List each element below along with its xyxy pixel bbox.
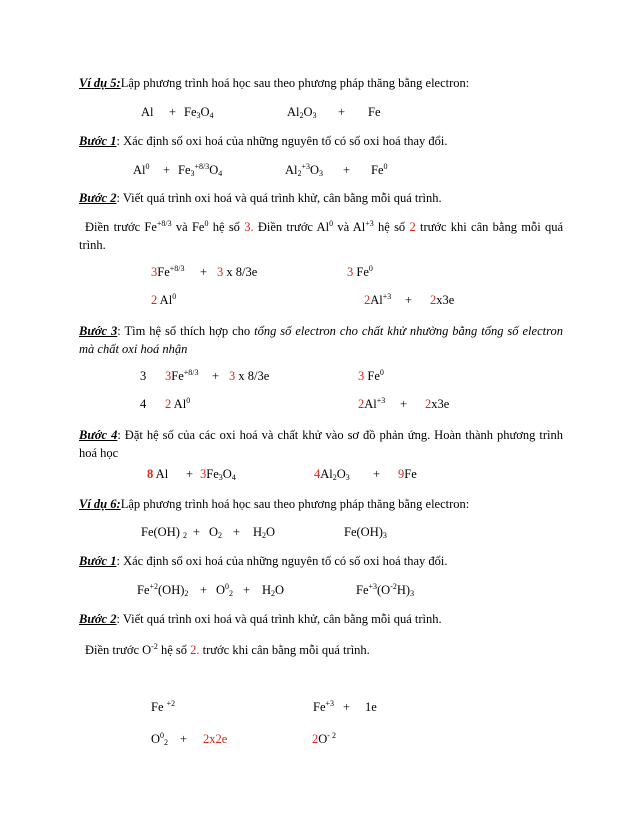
plus-sign: + (200, 583, 208, 597)
step-text: : Xác định số oxi hoá của những nguyên tố có số oxi hoá thay đổi. (116, 134, 448, 148)
example-label: Ví dụ 6: (79, 497, 121, 511)
example-label: Ví dụ 5: (79, 76, 121, 90)
feoh2-ox: $Fe^{+2}(OH)_2$ (137, 582, 189, 598)
example-text: Lập phương trình hoá học sau theo phương pháp thăng bằng electron: (120, 497, 470, 511)
step-label: Bước 1 (79, 554, 117, 568)
step-1-heading (79, 553, 448, 569)
reactant-o2: $O_2$ (209, 525, 223, 540)
example-5-heading (79, 75, 469, 91)
fe3o4-term: $3Fe_3O_4$ (200, 467, 236, 482)
step-4-paragraph: Bước 4: Đặt hệ số của các oxi hoá và chất khử vào sơ đồ phản ứng. Hoàn thành phương trình hoá học (79, 428, 563, 460)
example-text: Lập phương trình hoá học sau theo phương pháp thăng bằng electron: (120, 76, 470, 90)
electron-term: 3 x 8/3e (229, 369, 270, 383)
reactant-h2o: $H_2O$ (253, 525, 276, 540)
product-term: $2Al^{+3}$ (358, 396, 386, 411)
plus-sign: + (163, 163, 171, 177)
step-label: Bước 4 (79, 428, 118, 442)
fe-term: 9Fe (398, 467, 417, 481)
plus-sign: + (343, 700, 351, 714)
step-2-heading (79, 190, 442, 206)
plus-sign: + (180, 732, 188, 746)
product-term: $2O^{- 2}$ (312, 731, 336, 746)
product-term: $2Al^{+3}$ (364, 292, 392, 307)
example-6-heading (79, 496, 469, 512)
al-term: 8 Al (147, 467, 169, 481)
fe-term: Fe $^{+2}$ (151, 699, 176, 714)
product-feoh3: $Fe(OH)_3$ (344, 525, 387, 540)
plus-sign: + (200, 265, 208, 279)
plus-sign: + (405, 293, 413, 307)
reactant-fe3o4: $Fe_3O_4$ (184, 105, 214, 120)
al-ox: Al$^0$ (133, 162, 150, 177)
feoh3-ox: $Fe^{+3}(O^{-2}H)_3$ (356, 582, 415, 598)
fe-term: $3Fe^{+8/3}$ (165, 368, 199, 383)
plus-sign: + (212, 369, 220, 383)
al2o3-ox: $Al_2^{+3}O_3$ (285, 162, 324, 178)
fe-term: $3Fe^{+8/3}$ (151, 264, 185, 279)
fe3o4-ox: $Fe_3^{+8/3}O_4$ (178, 162, 223, 178)
step-text: : Xác định số oxi hoá của những nguyên tố có số oxi hoá thay đổi. (116, 554, 448, 568)
plus-sign: + (243, 583, 251, 597)
al-term: 2 Al$^0$ (165, 396, 191, 411)
electron-term: 2x3e (430, 293, 455, 307)
fe-ox: Fe$^0$ (371, 162, 388, 177)
plus-sign: + (186, 467, 194, 481)
step-1-heading (79, 133, 448, 149)
o2-ox: $O^0_2$ (216, 582, 234, 598)
step-2-paragraph: Điền trước $O^{-2}$ hệ số 2. trước khi cân bằng mỗi quá trình. (85, 642, 370, 657)
product-term: 3 Fe$^0$ (347, 264, 373, 279)
reactant-feoh2: Fe(OH) $_2$ (141, 525, 188, 540)
step-label: Bước 2 (79, 191, 117, 205)
al2o3-term: $4Al_2O_3$ (314, 467, 350, 482)
step-text: : Viết quá trình oxi hoá và quá trình khử, cân bằng mỗi quá trình. (116, 191, 442, 205)
plus-sign: + (193, 525, 201, 539)
step-2-heading (79, 611, 442, 627)
step-label: Bước 3 (79, 324, 118, 338)
product-term: $Fe^{+3}$ (313, 699, 335, 714)
plus-sign: + (400, 397, 408, 411)
step-3-paragraph: Bước 3: Tìm hệ số thích hợp cho tổng số electron cho chất khử nhường bằng tổng số electron mà chất oxi hoá nhận (79, 324, 563, 356)
product-term: 3 Fe$^0$ (358, 368, 384, 383)
step-label: Bước 1 (79, 134, 117, 148)
o2-term: $O^0_2$ (151, 731, 169, 747)
plus-sign: + (169, 105, 177, 119)
product-fe: Fe (368, 105, 381, 119)
plus-sign: + (373, 467, 381, 481)
step-text: : Viết quá trình oxi hoá và quá trình khử, cân bằng mỗi quá trình. (116, 612, 442, 626)
reactant-al: Al (141, 105, 154, 119)
step-label: Bước 2 (79, 612, 117, 626)
electron-term: 1e (365, 700, 377, 714)
plus-sign: + (343, 163, 351, 177)
plus-sign: + (233, 525, 241, 539)
plus-sign: + (338, 105, 346, 119)
product-al2o3: $Al_2O_3$ (287, 105, 317, 120)
step-2-paragraph: Điền trước $Fe^{+8/3}$ và Fe$^0$ hệ số 3. Điền trước Al$^0$ và $Al^{+3}$ hệ số 2 trước khi cân bằng mỗi quá trình. (79, 219, 563, 252)
electron-term: 2x3e (425, 397, 450, 411)
multiplier: 3 (140, 369, 147, 383)
al-term: 2 Al$^0$ (151, 292, 177, 307)
multiplier: 4 (140, 397, 147, 411)
electron-term: 3 x 8/3e (217, 265, 258, 279)
h2o-ox: $H_2O$ (262, 583, 285, 598)
electron-term: 2x2e (203, 732, 228, 746)
